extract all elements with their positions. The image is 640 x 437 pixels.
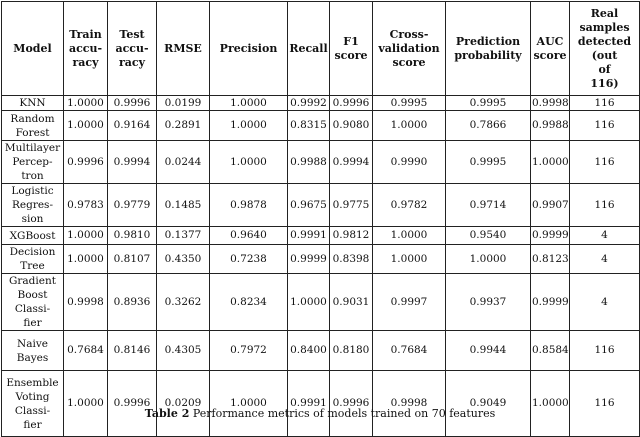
- metric-cell: 0.9810: [108, 227, 157, 245]
- metric-cell: 0.9937: [446, 274, 531, 331]
- metric-cell: 1.0000: [531, 371, 570, 437]
- metric-cell: 1.0000: [64, 227, 108, 245]
- table-row: [2, 245, 640, 274]
- metric-cell: 0.0199: [157, 96, 210, 111]
- model-name-cell: Multilayer Percep- tron: [2, 141, 64, 184]
- metric-cell: 0.7972: [210, 331, 288, 371]
- metric-cell: 0.8146: [108, 331, 157, 371]
- model-name-cell: Naive Bayes: [2, 331, 64, 371]
- metric-cell: 0.9812: [330, 227, 373, 245]
- metric-cell: 1.0000: [373, 111, 446, 141]
- column-header: F1 score: [330, 2, 373, 96]
- metric-cell: 0.9988: [288, 141, 330, 184]
- metric-cell: 0.9995: [446, 141, 531, 184]
- table-row: [2, 184, 640, 227]
- metric-cell: 116: [570, 371, 640, 437]
- metric-cell: 0.1485: [157, 184, 210, 227]
- model-name-cell: Decision Tree: [2, 245, 64, 274]
- metric-cell: 0.9991: [288, 371, 330, 437]
- metric-cell: 0.9999: [288, 245, 330, 274]
- column-header: Real samples detected (out of 116): [570, 2, 640, 96]
- metric-cell: 0.9996: [64, 141, 108, 184]
- metric-cell: 0.8234: [210, 274, 288, 331]
- table-row: [2, 111, 640, 141]
- metric-cell: 0.0209: [157, 371, 210, 437]
- header-row: [2, 2, 640, 96]
- metric-cell: 0.9640: [210, 227, 288, 245]
- model-name-cell: Gradient Boost Classi- fier: [2, 274, 64, 331]
- model-name-cell: Logistic Regres- sion: [2, 184, 64, 227]
- metric-cell: 0.9540: [446, 227, 531, 245]
- metric-cell: 1.0000: [373, 227, 446, 245]
- metric-cell: 0.9994: [108, 141, 157, 184]
- column-header: Cross- validation score: [373, 2, 446, 96]
- model-name-cell: Ensemble Voting Classi- fier: [2, 371, 64, 437]
- column-header: RMSE: [157, 2, 210, 96]
- metrics-table: [1, 1, 640, 437]
- metric-cell: 0.9998: [373, 371, 446, 437]
- metric-cell: 0.0244: [157, 141, 210, 184]
- metric-cell: 0.9775: [330, 184, 373, 227]
- metric-cell: 1.0000: [64, 96, 108, 111]
- metric-cell: 0.9992: [288, 96, 330, 111]
- metric-cell: 4: [570, 245, 640, 274]
- metric-cell: 0.9996: [108, 371, 157, 437]
- metric-cell: 0.7684: [64, 331, 108, 371]
- table-row: [2, 371, 640, 437]
- metric-cell: 0.7238: [210, 245, 288, 274]
- metric-cell: 116: [570, 141, 640, 184]
- model-name-cell: KNN: [2, 96, 64, 111]
- metric-cell: 0.4350: [157, 245, 210, 274]
- column-header: Model: [2, 2, 64, 96]
- metric-cell: 0.9998: [532, 96, 569, 109]
- metric-cell: 1.0000: [373, 245, 446, 274]
- metric-cell: 0.9988: [531, 111, 570, 141]
- metric-cell: 0.9994: [330, 141, 373, 184]
- metric-cell: 0.9782: [373, 184, 446, 227]
- metric-cell: 0.4305: [157, 331, 210, 371]
- metric-cell: 0.9999: [531, 227, 570, 245]
- metric-cell: 0.9779: [108, 184, 157, 227]
- metric-cell: 0.9997: [373, 274, 446, 331]
- column-header: AUC score: [531, 2, 570, 96]
- metric-cell: 1.0000: [446, 245, 531, 274]
- metric-cell: 0.1377: [157, 227, 210, 245]
- metric-cell: 0.9049: [446, 371, 531, 437]
- metric-cell: 1.0000: [210, 111, 288, 141]
- metric-cell: 1.0000: [288, 274, 330, 331]
- metric-cell: 0.8400: [288, 331, 330, 371]
- metric-cell: 0.9990: [373, 141, 446, 184]
- metric-cell: 0.8584: [531, 331, 570, 371]
- metric-cell: 0.8398: [330, 245, 373, 274]
- metric-cell: 4: [570, 227, 640, 245]
- metric-cell: 1.0000: [531, 141, 570, 184]
- table-caption: [0, 407, 640, 420]
- metric-cell: 0.9995: [373, 96, 446, 111]
- metric-cell: 0.9998: [64, 274, 108, 331]
- metric-cell: 1.0000: [210, 141, 288, 184]
- metric-cell: 0.9907: [531, 184, 570, 227]
- model-name-cell: XGBoost: [2, 227, 64, 245]
- metric-cell: 0.9996: [108, 96, 157, 111]
- column-header: Precision: [210, 2, 288, 96]
- metric-cell: 0.9999: [531, 274, 570, 331]
- column-header: Prediction probability: [446, 2, 531, 96]
- table-row: [2, 96, 640, 111]
- metric-cell: 0.8123: [531, 245, 570, 274]
- metric-cell: 0.9031: [330, 274, 373, 331]
- column-header: Recall: [288, 2, 330, 96]
- metric-cell: 0.2891: [157, 111, 210, 141]
- column-header: Train accu- racy: [64, 2, 108, 96]
- metric-cell: 1.0000: [210, 371, 288, 437]
- metric-cell: 1.0000: [210, 96, 288, 111]
- metric-cell: 116: [570, 111, 640, 141]
- table-row: [2, 331, 640, 371]
- metric-cell: 0.3262: [157, 274, 210, 331]
- metric-cell: 1.0000: [64, 111, 108, 141]
- table-row: [2, 274, 640, 331]
- caption-text: Performance metrics of models trained on 70 features: [189, 407, 496, 420]
- metric-cell: 0.9991: [288, 227, 330, 245]
- column-header: Test accu- racy: [108, 2, 157, 96]
- metric-cell: 0.7866: [446, 111, 531, 141]
- metric-cell: 116: [570, 96, 640, 111]
- metric-cell: 0.9714: [446, 184, 531, 227]
- metric-cell: 0.9675: [288, 184, 330, 227]
- metric-cell: 0.8936: [108, 274, 157, 331]
- metric-cell: 0.9995: [446, 96, 531, 111]
- metric-cell: 0.8107: [108, 245, 157, 274]
- metric-cell: 0.9944: [446, 331, 531, 371]
- metric-cell: 1.0000: [64, 371, 108, 437]
- metric-cell: 0.8315: [288, 111, 330, 141]
- table-row: [2, 141, 640, 184]
- model-name-cell: Random Forest: [2, 111, 64, 141]
- metric-cell: 0.9164: [108, 111, 157, 141]
- metric-cell: 116: [570, 184, 640, 227]
- metric-cell: 0.9878: [210, 184, 288, 227]
- metric-cell: 0.9996: [330, 96, 373, 111]
- metric-cell: 0.7684: [373, 331, 446, 371]
- metric-cell: 0.9080: [330, 111, 373, 141]
- metric-cell: 0.9783: [64, 184, 108, 227]
- metric-cell: 0.9996: [330, 371, 373, 437]
- metric-cell: 4: [570, 274, 640, 331]
- metric-cell: 116: [570, 331, 640, 371]
- table-row: [2, 227, 640, 245]
- caption-label: Table 2: [144, 407, 190, 420]
- metric-cell: 0.8180: [330, 331, 373, 371]
- metric-cell: 1.0000: [64, 245, 108, 274]
